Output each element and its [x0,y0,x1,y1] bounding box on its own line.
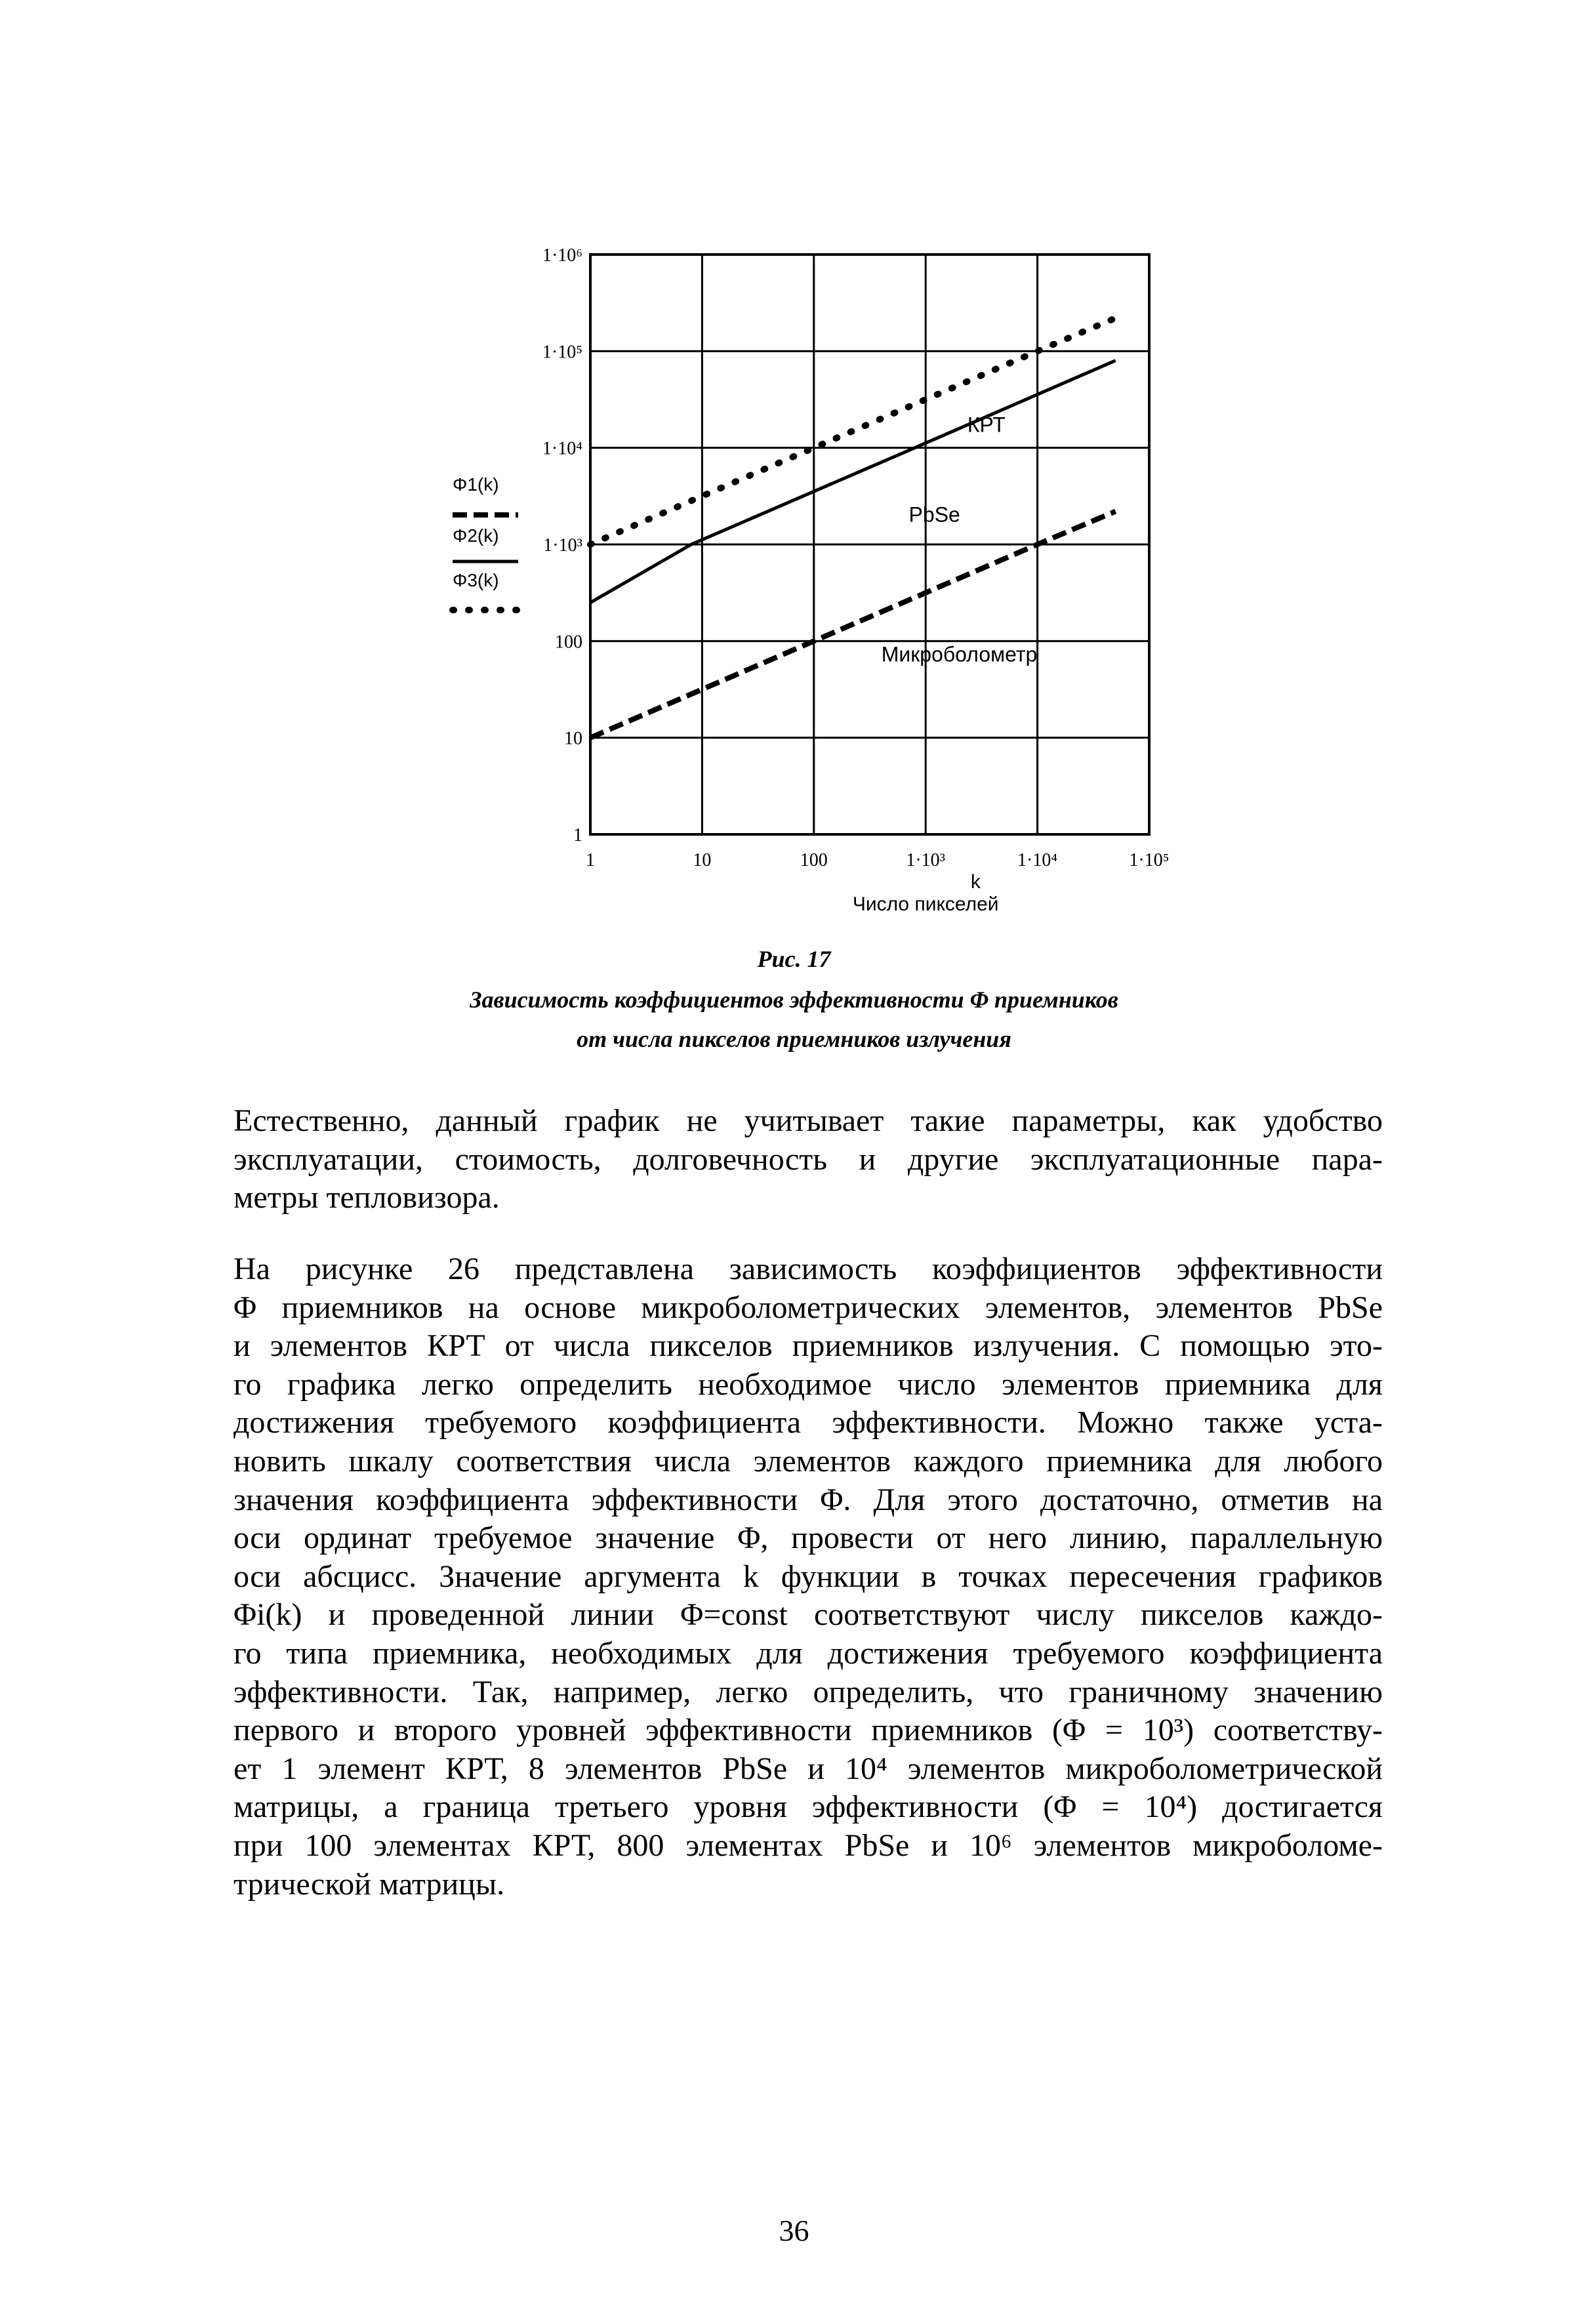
series-label: КРТ [967,413,1006,437]
text-line: трической матрицы. [234,1866,505,1902]
series-label: PbSe [908,502,960,527]
text-line: эффективности. Так, например, легко определить, что граничному значению [234,1674,1383,1709]
text-line: ет 1 элемент КРТ, 8 элементов PbSe и 10⁴ элементов микроболометрической [234,1751,1383,1786]
text-line: оси ординат требуемое значение Φ, провести от него линию, параллельную [234,1520,1383,1556]
x-axis-label: k [970,871,981,893]
y-tick-label: 1·10⁵ [542,342,582,363]
text-line: оси абсцисс. Значение аргумента k функции в точках пересечения графиков [234,1559,1383,1594]
x-tick-label: 1·10³ [906,850,946,870]
text-line: го типа приемника, необходимых для достижения требуемого коэффициента [234,1635,1383,1671]
efficiency-chart [0,0,1588,931]
y-tick-label: 1·10³ [543,535,582,556]
text-line: новить шкалу соответствия числа элементов каждого приемника для любого [234,1443,1383,1478]
figure-title-line-2: от числа пикселов приемников излучения [577,1026,1011,1052]
text-line: Φi(k) и проведенной линии Φ=const соответствуют числу пикселов каждо- [234,1597,1383,1633]
paragraph-2 [234,1250,1383,1904]
text-line: первого и второго уровней эффективности приемников (Φ = 10³) соответству- [234,1713,1383,1748]
text-line: Естественно, данный график не учитывает такие параметры, как удобство [234,1103,1383,1138]
x-tick-label: 1 [586,850,595,870]
paragraph-1 [234,1102,1383,1217]
text-line: при 100 элементах КРТ, 800 элементах PbSe и 10⁶ элементов микроболоме- [234,1827,1383,1863]
x-tick-label: 1·10⁵ [1129,850,1170,870]
series-label: Микроболометр [881,642,1038,666]
text-line: Φ приемников на основе микроболометрических элементов, элементов PbSe [234,1290,1383,1325]
x-axis-label-secondary: Число пикселей [852,893,999,915]
y-tick-label: 100 [555,632,582,653]
chart-labels [542,245,1170,915]
x-tick-label: 100 [800,850,828,870]
text-line: На рисунке 26 представлена зависимость коэффициентов эффективности [234,1252,1383,1286]
figure-label: Рис. 17 [757,946,831,972]
legend-label: Φ3(k) [453,570,499,590]
text-line: достижения требуемого коэффициента эффективности. Можно также уста- [234,1405,1383,1440]
text-line: го графика легко определить необходимое число элементов приемника для [234,1366,1383,1402]
y-tick-label: 1·10⁶ [542,245,582,266]
text-line: значения коэффициента эффективности Φ. Для этого достаточно, отметив на [234,1482,1383,1517]
text-line: матрицы, а граница третьего уровня эффективности (Φ = 10⁴) достигается [234,1789,1383,1825]
page-number: 36 [779,2214,809,2247]
chart-legend [453,474,518,610]
y-tick-label: 10 [564,728,582,749]
legend-label: Φ1(k) [453,474,499,495]
figure-title-line-1: Зависимость коэффициентов эффективности Φ приемников [470,987,1118,1013]
text-line: эксплуатации, стоимость, долговечность и другие эксплуатационные пара- [234,1141,1383,1177]
x-tick-label: 1·10⁴ [1017,850,1058,870]
x-tick-label: 10 [693,850,712,870]
y-tick-label: 1 [573,825,582,846]
y-tick-label: 1·10⁴ [542,438,582,459]
text-line: и элементов КРТ от числа пикселов приемников излучения. С помощью это- [234,1328,1383,1364]
text-line: метры тепловизора. [234,1180,500,1215]
chart-grid [590,255,1149,834]
legend-label: Φ2(k) [453,525,499,546]
